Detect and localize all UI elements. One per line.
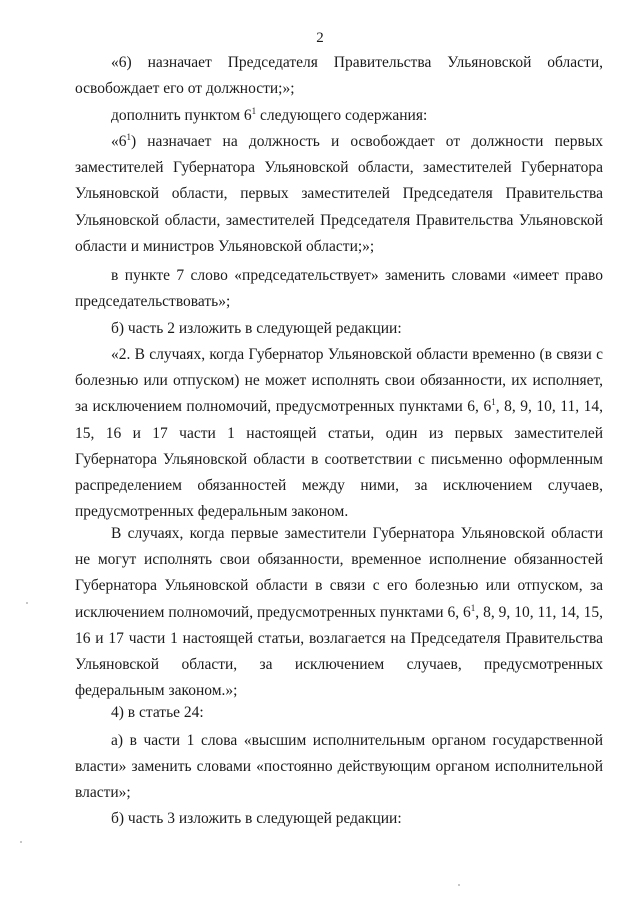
paragraph-text: в пункте 7 слово «председательствует» заменить словами «имеет право председательствовать»; — [75, 267, 603, 311]
paragraph-part-2-heading — [75, 316, 603, 342]
paragraph-item-6-1-text — [75, 129, 603, 260]
scan-speck — [26, 602, 28, 604]
paragraph-part-2-text — [75, 342, 603, 525]
paragraph-text: «6) назначает Председателя Правительства Ульяновской области, освобождает его от должности;»; — [75, 54, 603, 98]
paragraph-text: б) часть 2 изложить в следующей редакции: — [111, 320, 402, 337]
superscript: 1 — [251, 105, 257, 116]
paragraph-first-deputies-absence — [75, 521, 603, 704]
scan-speck — [20, 841, 22, 843]
paragraph-article-24-part-3 — [75, 806, 603, 832]
paragraph-article-24 — [75, 700, 603, 726]
superscript: 1 — [491, 397, 496, 408]
paragraph-article-24-part-1 — [75, 728, 603, 807]
paragraph-text: , 8, 9, 10, 11, 14, 15, 16 и 17 части 1 настоящей статьи, один из первых заместителей Губернатора Ульяновской области в соответствии с письменно оформленным распределением обязанностей между ними, за исключением случаев, предусмотренных федеральным законом. — [75, 398, 603, 521]
paragraph-text: ) назначает на должность и освобождает от должности первых заместителей Губернатора Ульяновской области, заместителей Губернатора Ульяновской области, первых заместителей Председателя Правительства Ульяновской области, заместителей Председателя Правительства Ульяновской области и министров Ульяновской области;»; — [75, 133, 603, 255]
paragraph-text: следующего содержания: — [256, 107, 428, 124]
paragraph-text: «6 — [111, 133, 127, 150]
paragraph-text: 4) в статье 24: — [111, 704, 204, 721]
paragraph-text: а) в части 1 слова «высшим исполнительным органом государственной власти» заменить словами «постоянно действующим органом исполнительной власти»; — [75, 732, 603, 802]
paragraph-text: В случаях, когда первые заместители Губернатора Ульяновской области не могут исполнять свои обязанности, временное исполнение обязанностей Губернатора Ульяновской области в связи с его болезнью или отпуском, за исключением полномочий, предусмотренных пунктами 6, 6 — [75, 525, 603, 621]
superscript: 1 — [126, 131, 131, 142]
paragraph-text: дополнить пунктом 6 — [111, 107, 252, 124]
paragraph-item-7-change — [75, 263, 603, 315]
paragraph-appoints-chairman — [75, 50, 603, 102]
paragraph-text: б) часть 3 изложить в следующей редакции: — [111, 810, 402, 827]
paragraph-add-item-6-1 — [75, 103, 603, 129]
page-number: 2 — [316, 30, 324, 46]
paragraph-text: , 8, 9, 10, 11, 14, 15, 16 и 17 части 1 настоящей статьи, возлагается на Председателя Правительства Ульяновской области, за исключением случаев, предусмотренных федеральным законом.»; — [75, 603, 603, 700]
scan-speck — [458, 884, 460, 886]
paragraph-text: «2. В случаях, когда Губернатор Ульяновской области временно (в связи с болезнью или отпуском) не может исполнять свои обязанности, их исполняет, за исключением полномочий, предусмотренных пунктами 6, 6 — [75, 346, 603, 416]
superscript: 1 — [470, 602, 476, 613]
